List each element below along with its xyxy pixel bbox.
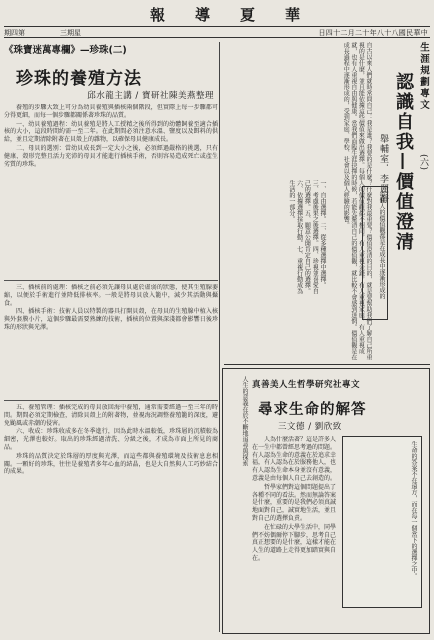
paragraph: 珍珠的品質決定於珠層的厚度與光澤，而這些都與養殖環境及技術息息相關。一顆好的珍珠，往往是養殖者多年心血的結晶，也是大自然與人工巧妙結合的成果。 <box>4 452 218 476</box>
essay-author: 三文德 / 劉欣致 <box>278 422 342 432</box>
column-name: 《珠寶迷萬專欄》 <box>4 45 81 56</box>
title-char: 夏 <box>239 5 255 24</box>
issue-number: 期四第 <box>4 29 25 37</box>
paragraph: 二、母貝的選別：當幼貝成長到一定大小之後，必須經過嚴格的挑選，只有健康、殼形完整且活力充沛的母貝才能進行插核手術，否則容易造成死亡或產生劣質的珍珠。 <box>4 144 218 168</box>
article-body-section-2 <box>4 284 218 402</box>
series-label: 生涯規劃專文 <box>418 42 429 111</box>
paragraph: 人為什麼活著？這是許多人在一生中都曾經思考過的問題。有人認為生命的意義在於追求幸福，有人認為在於服務他人，也有人認為生命本身並沒有意義，意義是由每個人自己去創造的。 <box>252 436 336 482</box>
column-divider <box>219 42 220 632</box>
feature-author: 舉輔室．李麗靜 <box>378 134 388 204</box>
section-divider <box>4 400 218 401</box>
paragraph: 哲學家們對這個問題提出了各種不同的看法。然而無論答案是什麼，重要的是我們必須真誠地面對自己，誠實地生活，並且對自己的選擇負責。 <box>252 483 336 522</box>
title-char: 導 <box>194 5 210 24</box>
paragraph: 養殖的步驟大致上可分為幼貝養殖與插核兩個階段，但實際上每一步驟都可分得更細，而每一個步驟都關係著珍珠的品質。 <box>4 104 218 119</box>
essay-header: 真善美人生哲學研究社專文 <box>252 380 361 390</box>
paragraph: 六、收成：珍珠收成多在冬季進行，因為此時水溫較低，珍珠層的沉積較為細密，光澤也較好。取出的珍珠經過清洗、分級之後，才成為市面上所見的商品。 <box>4 428 218 451</box>
feature-title: 認識自我—價值澄清 <box>393 72 414 252</box>
masthead-rule <box>4 26 430 27</box>
value-steps-text: 一、自由選擇。二、從多種選擇中選擇。三、考慮後果之後選擇。四、珍視並喜愛自己的選擇。五、願意公開肯定自己的選擇。六、依據選擇採取行動。七、重複行動成為生活的一部分。 <box>287 180 326 294</box>
section-divider <box>224 364 430 365</box>
boxed-note-text: 每個人的價值觀都是在成長中逐漸形成的 <box>378 191 385 299</box>
column-series: —珍珠(二) <box>80 45 127 56</box>
paragraph: 四、插核手術：技術人員以特製的器具打開貝殼，在母貝的生殖腺中植入核與外套膜小片，這個步驟最需要熟練的技術，插核的位置與深淺都會影響日後珍珠的形狀與光澤。 <box>4 308 218 331</box>
essay-title: 尋求生命的解答 <box>258 401 367 418</box>
pearl-article <box>4 42 218 632</box>
paragraph: 一、幼貝養殖過程：幼貝養殖是將人工授精之後所得到的幼體飼養至適合插核的大小，這段時間約需一至二年。在此期間必須注意水溫、鹽度以及餌料的供給，並且定期清除附著在貝殼上的雜物，以確保母貝健康成長。 <box>4 120 218 144</box>
section-divider <box>4 280 218 281</box>
essay-side-column <box>228 376 248 626</box>
value-steps-list <box>246 180 326 298</box>
inset-quote-box <box>342 436 422 608</box>
title-char: 報 <box>150 5 166 24</box>
boxed-note <box>362 186 388 320</box>
article-title: 珍珠的養殖方法 <box>16 69 142 89</box>
article-body-section-3 <box>4 404 218 592</box>
series-number: (六) <box>418 154 428 171</box>
issue-weekday: 三期星 <box>60 29 81 37</box>
title-char: 華 <box>284 5 300 24</box>
masthead-bottom-rule <box>4 37 430 38</box>
paragraph: 五、養殖管理：插核完成的母貝放回海中養殖，通常需要經過一至三年的時間。期間必須定期檢查，清除貝殼上的附著物，並視海況調整養殖籠的深度，避免颱風或赤潮的侵害。 <box>4 404 218 427</box>
life-essay <box>222 368 430 634</box>
feature-body: 自古以來人們就時常問自己：我是誰？我要的是什麼？什麼對我最重要？價值澄清的目的，就是要幫助我們了解自己所重視的是什麼，並且能依據這些價值來做出選擇。每個人的價值觀都不相同，有人重視金錢，有人重視家庭，有人重視成就，也有人重視自由與健康。當我們面臨生涯抉擇的時候，若能先釐清自己的價值觀，就比較不會感到迷惘。價值觀是在成長過程中逐漸形成的，受到家庭、學校、社會以及個人經驗的影響。 <box>342 42 372 360</box>
issue-date: 日四十二月二十年八十八國民華中 <box>318 29 428 37</box>
paragraph: 在忙碌的大學生活中，同學們不妨偶爾停下腳步，思考自己真正想要的是什麼，這樣才能在人生的道路上走得更加踏實與自在。 <box>252 523 336 562</box>
essay-body <box>252 436 336 626</box>
article-byline: 邱水龍主講 / 寶研社陳美燕整理 <box>87 91 214 101</box>
newspaper-title <box>150 3 300 25</box>
inset-quote-text: 生命的答案不在遠方，而在每一個當下的選擇之中。 <box>410 441 417 579</box>
masthead <box>0 0 434 37</box>
essay-side-text: 人生的意義在於不斷地追尋與探索 <box>241 376 248 466</box>
paragraph: 三、插核前的處理：插核之前必須先讓母貝處於虛弱的狀態，使其生殖腺萎縮，以便於手術進行並降低排核率。一般是將母貝放入籠中，減少其活動與攝食。 <box>4 284 218 307</box>
column-tag <box>4 42 214 56</box>
